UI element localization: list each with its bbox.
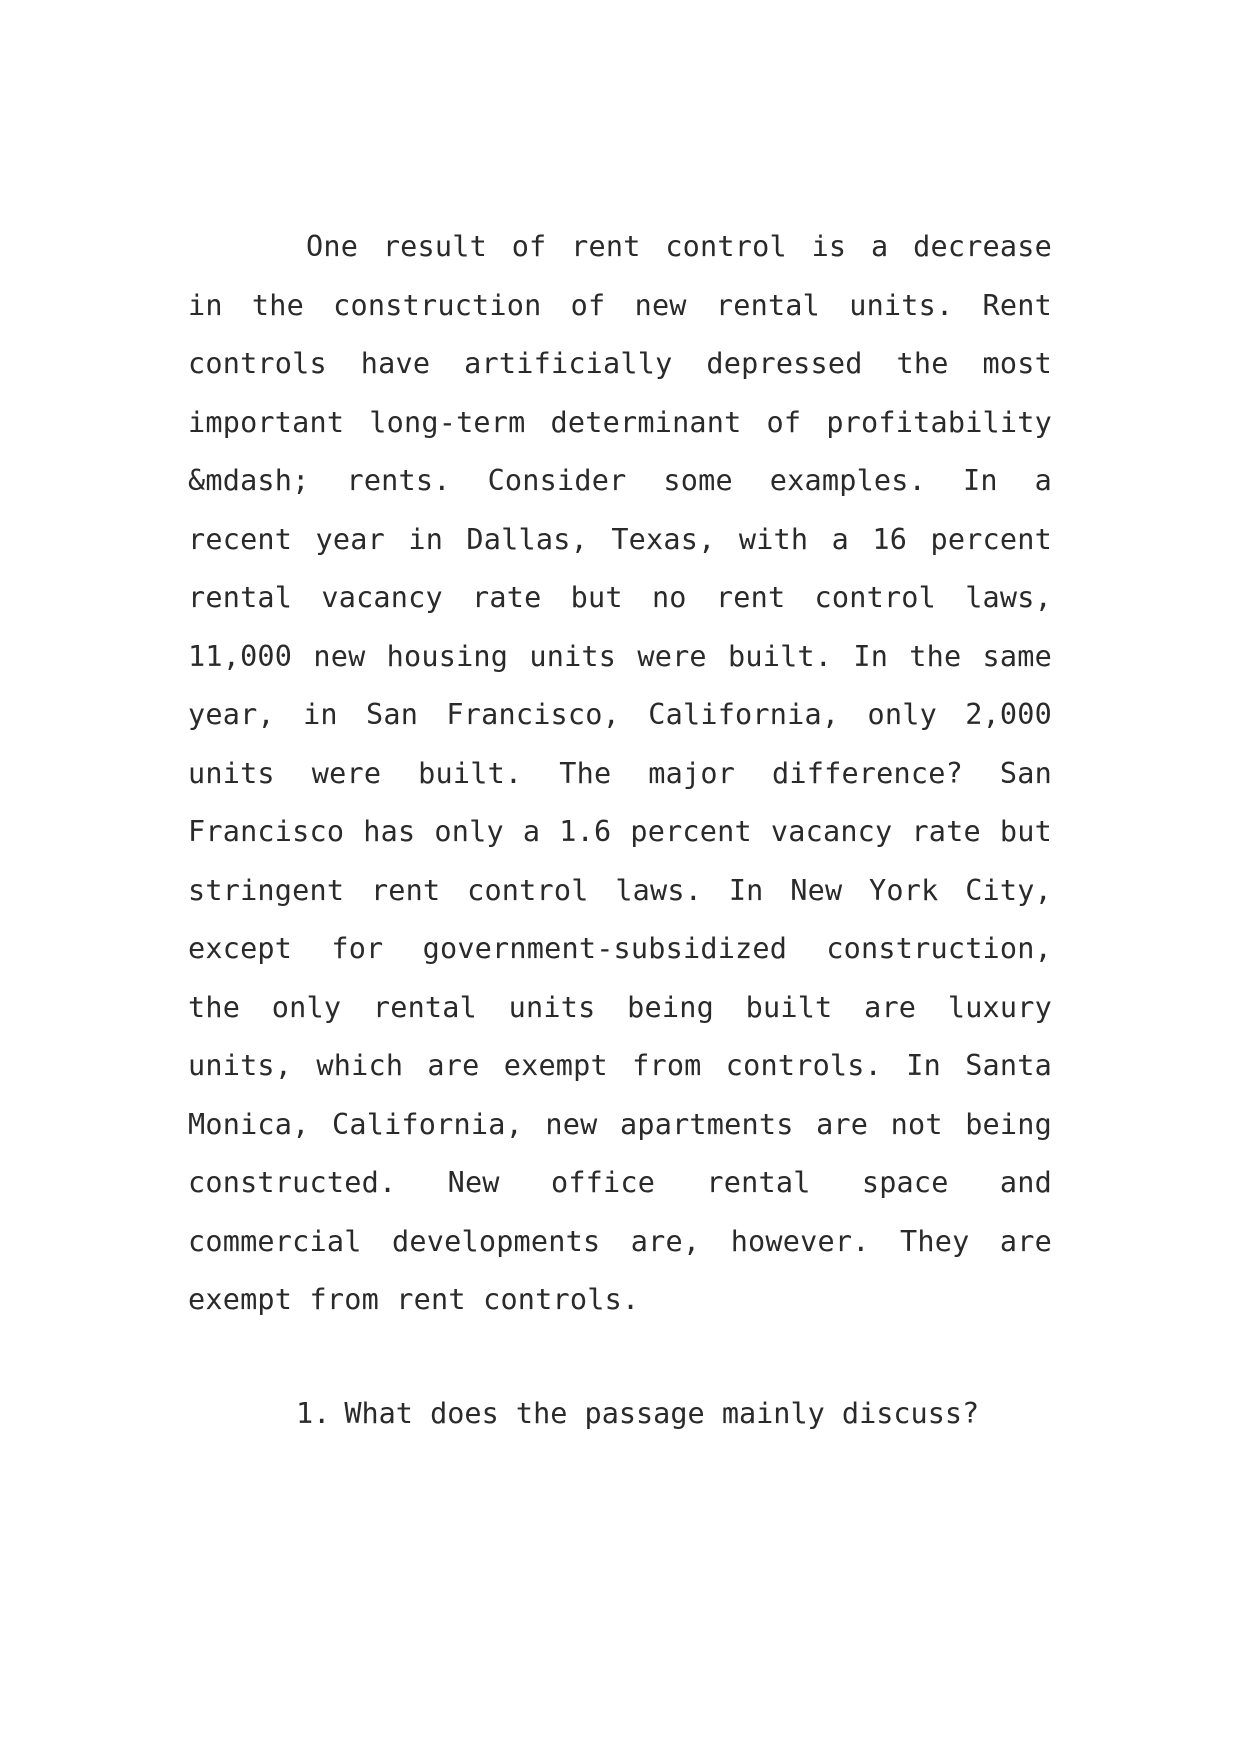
question-number: 1. [296,1397,331,1430]
question-1 [296,1385,979,1444]
question-text: What does the passage mainly discuss? [344,1397,980,1430]
reading-passage: One result of rent control is a decrease in the construction of new rental units. Rent controls have artificially depressed the most important long-term determinant of profitability &mdash; rents. Consider some examples. In a recent year in Dallas, Texas, with a 16 percent rental vacancy rate but no rent control laws, 11,000 new housing units were built. In the same year, in San Francisco, California, only 2,000 units were built. The major difference? San Francisco has only a 1.6 percent vacancy rate but stringent rent control laws. In New York City, except for government-subsidized construction, the only rental units being built are luxury units, which are exempt from controls. In Santa Monica, California, new apartments are not being constructed. New office rental space and commercial developments are, however. They are exempt from rent controls. [188,230,1052,1316]
